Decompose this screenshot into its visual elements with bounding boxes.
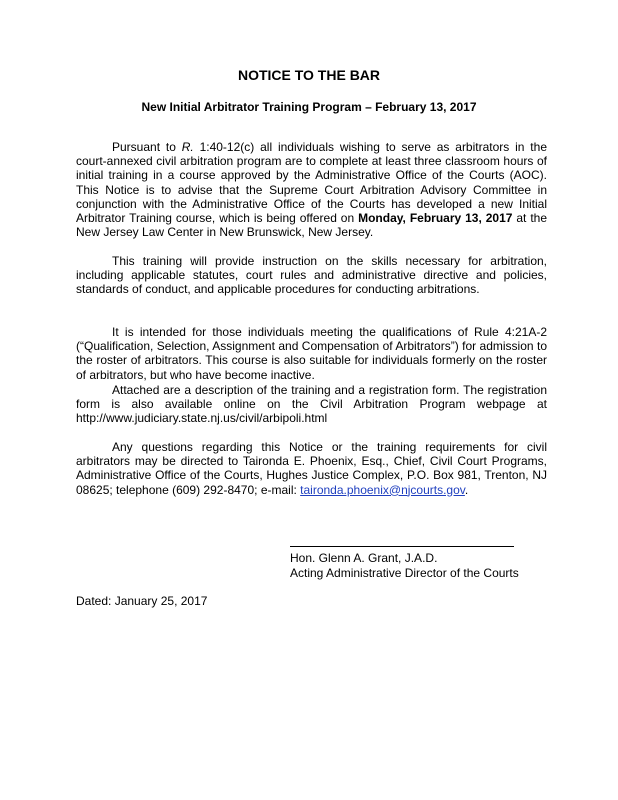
p1-text-c: at the New Jersey Law Center in New Brunswick, New Jersey. <box>76 211 548 240</box>
rule-reference: R. <box>181 140 194 154</box>
paragraph-pursuant <box>76 140 547 239</box>
email-link[interactable]: taironda.phoenix@njcourts.gov <box>300 482 465 497</box>
training-date: Monday, February 13, 2017 <box>358 211 513 226</box>
paragraph-eligibility <box>76 325 547 382</box>
signature-line <box>290 546 514 547</box>
signatory-title: Acting Administrative Director of the Courts <box>290 566 519 580</box>
p1-text-a: Pursuant to <box>112 140 182 154</box>
p2-text: This training will provide instruction on the skills necessary for arbitration, including applicable statutes, court rules and administrative directive and policies, standards of conduct, and applicable procedures for conducting arbitrations. <box>76 254 547 297</box>
notice-title: NOTICE TO THE BAR <box>237 67 381 83</box>
p5-text: Any questions regarding this Notice or the training requirements for civil arbitrators may be directed to Taironda E. Phoenix, Esq., Chief, Civil Court Programs, Administrative Office of the Courts, Hughes Justice Complex, P.O. Box 981, Trenton, NJ 08625; telephone (609) 292-8470; e-mail: <box>76 440 547 497</box>
p4-text: Attached are a description of the training and a registration form. The registration form is also available online on the Civil Arbitration Program webpage at http://www.judiciary.state.nj.us/civil/arbipoli.html <box>76 383 547 426</box>
p5-end: . <box>464 482 469 497</box>
p3-text: It is intended for those individuals meeting the qualifications of Rule 4:21A-2 (“Qualification, Selection, Assignment and Compensation of Arbitrators”) for admission to the roster of arbitrators. This course is also suitable for individuals formerly on the roster of arbitrators, but who have become inactive. <box>76 325 547 382</box>
p1-text-b: 1:40-12(c) all individuals wishing to serve as arbitrators in the court-annexed civil arbitration program are to complete at least three classroom hours of initial training in a course approved by the Administrative Office of the Courts (AOC). This Notice is to advise that the Supreme Court Arbitration Advisory Committee in conjunction with the Administrative Office of the Courts has developed a new Initial Arbitrator Training course, which is being offered on <box>76 140 547 226</box>
notice-subtitle: New Initial Arbitrator Training Program – February 13, 2017 <box>141 100 477 114</box>
paragraph-attachments <box>76 383 547 426</box>
paragraph-training-content <box>76 254 547 297</box>
paragraph-contact <box>76 440 547 497</box>
dated-line: Dated: January 25, 2017 <box>76 594 208 608</box>
signatory-name: Hon. Glenn A. Grant, J.A.D. <box>290 551 438 565</box>
